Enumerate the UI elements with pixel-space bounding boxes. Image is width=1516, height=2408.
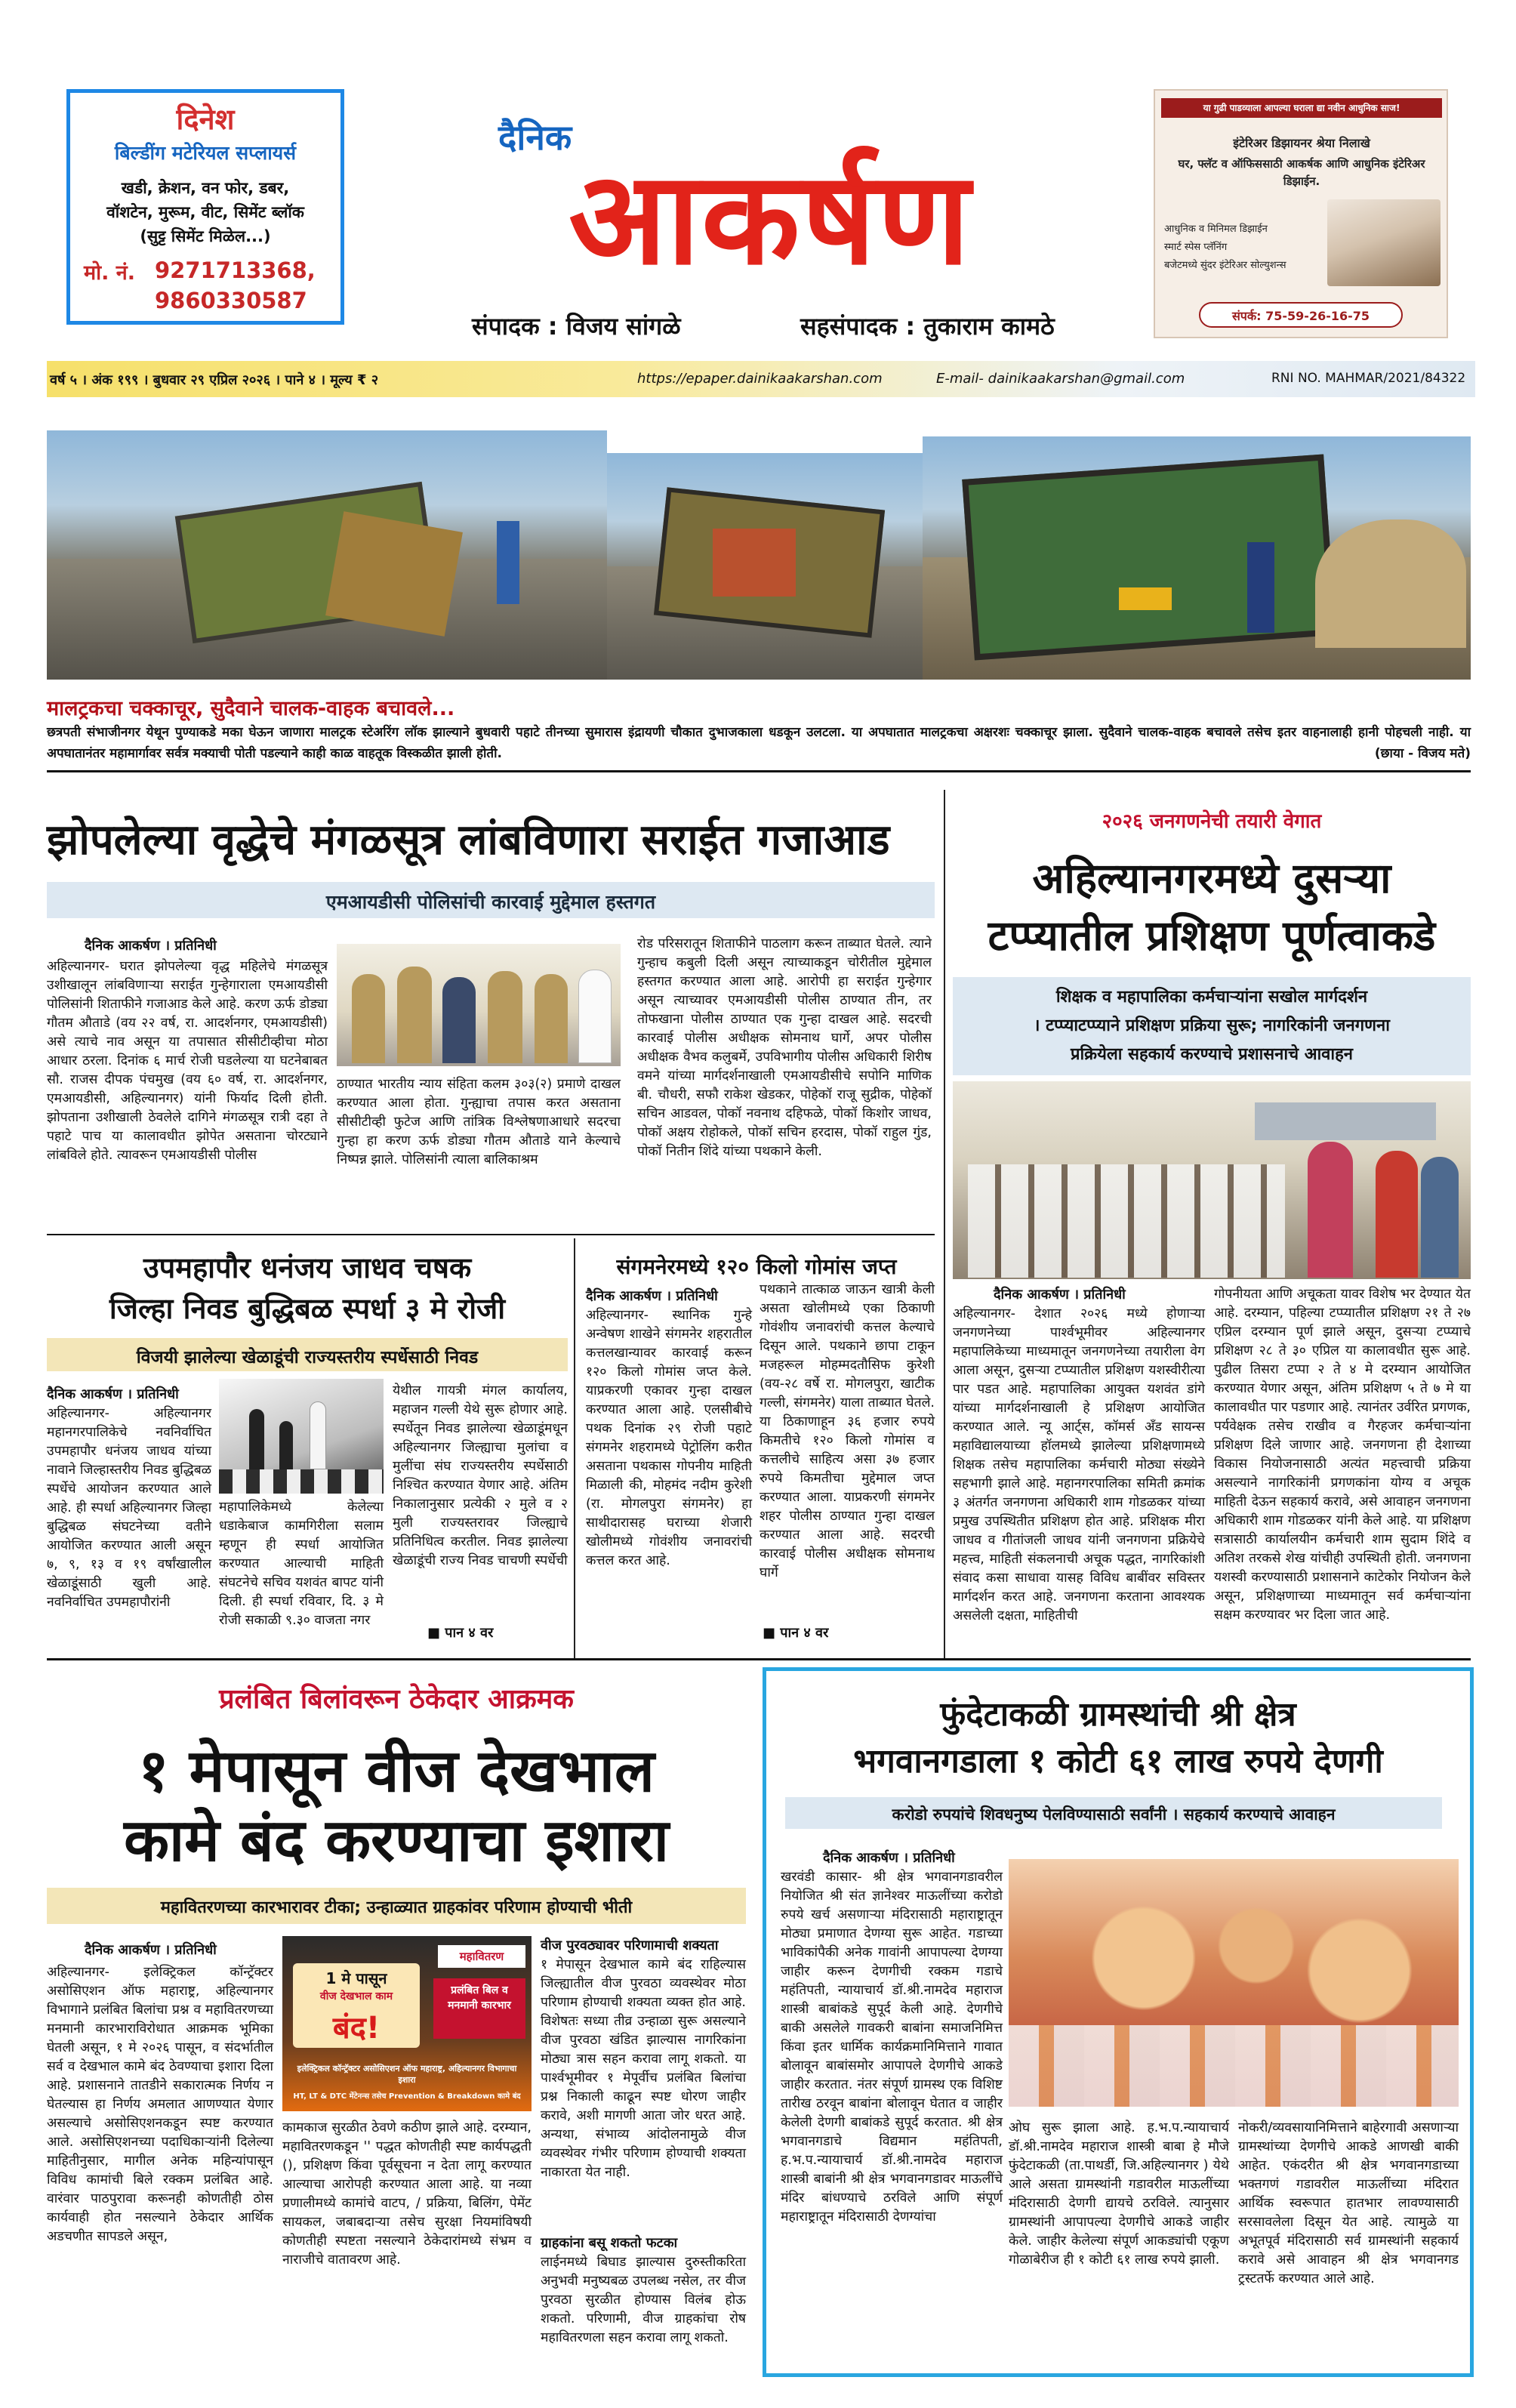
s6-byline: दैनिक आकर्षण । प्रतिनिधी	[823, 1850, 955, 1866]
s3-sub-bar	[47, 1338, 568, 1371]
s3-byline: दैनिक आकर्षण । प्रतिनिधी	[47, 1386, 179, 1402]
divider	[47, 1658, 1471, 1660]
poster-line3: बंद!	[332, 2011, 381, 2046]
poster-foot1: इलेक्ट्रिकल कॉन्ट्रॅक्टर असोसिएशन ऑफ महाराष्ट्र, अहिल्यानगर विभागाचा इशारा	[297, 2064, 517, 2085]
s5-col3b: लाईनमध्ये बिघाड झाल्यास दुरुस्तीकरिता अनुभवी मनुष्यबळ उपलब्ध नसेल, तर वीज पुरवठा सुरळीत होण्यास विलंब होऊ शकतो. परिणामी, वीज ग्राहकांचा रोष महावितरणला सहन करावा लागू शकतो.	[541, 2255, 746, 2345]
ad-right-box	[1154, 89, 1448, 338]
s2-kicker: २०२६ जनगणनेची तयारी वेगात	[1102, 810, 1322, 833]
s3-chess-photo	[219, 1379, 384, 1494]
s2-col2: गोपनीयता आणि अचूकता यावर विशेष भर देण्यात येत आहे. दरम्यान, पहिल्या टप्प्यातील प्रशिक्षण २१ ते २७ एप्रिल दरम्यान पूर्ण झाले असून, दुसऱ्या टप्प्याचे प्रशिक्षण २८ ते ३० एप्रिल या कालावधीत सुरू आहे. पुढील तिसरा टप्पा २ ते ४ मे दरम्यान आयोजित करण्यात येणार असून, अंतिम प्रशिक्षण ५ ते ७ मे या कालावधीत पार पडणार आहे. त्यानंतर उर्वरित प्रगणक, पर्यवेक्षक तसेच राखीव व गैरहजर कर्मचाऱ्यांना प्रशिक्षण दिले जाणार आहे. जनगणना ही देशाच्या विकास नियोजनासाठी अत्यंत महत्त्वाची प्रक्रिया असल्याने नागरिकांनी प्रगणकांना योग्य व अचूक माहिती देऊन सहकार्य करावे, असे आवाहन जनगणना अधिकारी शाम गोडळकर यांनी केले आहे. या प्रशिक्षण सत्रासाठी कार्यालयीन कर्मचारी शाम सुदाम शिंदे व अतिश तरकसे शेख यांचीही उपस्थिती होती. जनगणना यशस्वी करण्यासाठी प्रशासनाने काटेकोर नियोजन केले असून, प्रशिक्षणाच्या माध्यमातून सर्व कर्मचाऱ्यांना सक्षम करण्यावर भर दिला जात आहे.	[1214, 1287, 1471, 1623]
ad-left-line1: खडी, क्रेशन, वन फोर, डबर,	[121, 179, 290, 197]
poster-line1: 1 मे पासून	[325, 1969, 387, 1987]
ad-left-box	[66, 89, 344, 325]
s6-crowd-photo	[1009, 1859, 1459, 2107]
ad-right-desc: घर, फ्लॅट व ऑफिससाठी आकर्षक आणि आधुनिक इंटेरिअर डिझाईन.	[1178, 157, 1425, 188]
s5-sub-bar	[47, 1888, 746, 1924]
info-email[interactable]: E-mail- dainikaakarshan@gmail.com	[936, 371, 1185, 387]
s3-cont: ■ पान ४ वर	[427, 1625, 494, 1641]
s5-poster	[282, 1936, 532, 2111]
s4-byline: दैनिक आकर्षण । प्रतिनिधी	[586, 1288, 718, 1304]
divider	[47, 770, 1471, 772]
s4-headline: संगमनेरमध्ये १२० किलो गोमांस जप्त	[616, 1254, 897, 1279]
s5-col2: कामकाज सुरळीत ठेवणे कठीण झाले आहे. दरम्यान, महावितरणकडून '' पद्धत कोणतीही स्पष्ट कार्यपद्धती (), प्रशिक्षण किंवा पूर्वसूचना न देता लागू करण्यात आल्याचा आरोपही करण्यात आला आहे. या नव्या प्रणालीमध्ये कामांचे वाटप, / प्रक्रिया, बिलिंग, पेमेंट सायकल, जबाबदाऱ्या तसेच सुरक्षा नियमांविषयी कोणतीही स्पष्टता नसल्याने ठेकेदारांमध्ये संभ्रम व नाराजीचे वातावरण आहे.	[282, 2120, 532, 2268]
s4-col1: अहिल्यानगर- स्थानिक गुन्हे अन्वेषण शाखेने संगमनेर शहरातील कत्तलखान्यावर कारवाई करून १२० किलो गोमांस जप्त केले. याप्रकरणी एकावर गुन्हा दाखल करण्यात आला आहे. एलसीबीचे पथक दिनांक २९ रोजी पहाटे संगमनेर शहरामध्ये पेट्रोलिंग करीत असताना पथकास गोपनीय माहिती मिळाली की, मोहमंद नदीम कुरेशी (रा. मोगलपुरा संगमनेर) हा साथीदारासह घराच्या शेजारी खोलीमध्ये गोवंशीय जनावरांची कत्तल करत आहे.	[586, 1308, 752, 1568]
s6-sub: करोडो रुपयांचे शिवधनुष्य पेलविण्यासाठी सर्वांनी । सहकार्य करण्याचे आवाहन	[892, 1805, 1336, 1824]
ad-left-title: दिनेश	[176, 103, 235, 136]
info-url[interactable]: https://epaper.dainikaakarshan.com	[637, 371, 883, 387]
s2-byline: दैनिक आकर्षण । प्रतिनिधी	[994, 1287, 1126, 1303]
s2-sub1: शिक्षक व महापालिका कर्मचाऱ्यांना सखोल मार्गदर्शन	[1055, 988, 1368, 1007]
info-issue: वर्ष ५ । अंक १९९ । बुधवार २९ एप्रिल २०२६ । पाने ४ । मूल्य ₹ २	[50, 372, 379, 388]
s5-col3-h2: ग्राहकांना बसू शकतो फटका	[541, 2235, 678, 2251]
masthead-editor: संपादक : विजय सांगळे	[472, 312, 681, 341]
ad-right-bullet: बजेटमध्ये सुंदर इंटेरिअर सोल्युशन्स	[1164, 260, 1286, 271]
ad-right-bullet: स्मार्ट स्पेस प्लॅनिंग	[1164, 242, 1228, 253]
ad-left-subtitle: बिल्डींग मटेरियल सप्लायर्स	[114, 142, 297, 164]
s5-col1: अहिल्यानगर- इलेक्ट्रिकल कॉन्ट्रॅक्टर असोसिएशन ऑफ महाराष्ट्र, अहिल्यानगर विभागाने प्रलंबित बिलांचा प्रश्न व महावितरणच्या मनमानी कारभाराविरोधात आक्रमक भूमिका घेतली असून, १ मे २०२६ पासून, व संदर्भातील सर्व व देखभाल कामे बंद ठेवण्याचा इशारा दिला आहे. प्रशासनाने तातडीने सकारात्मक निर्णय न घेतल्यास हा निर्णय अमलात आणण्यात येणार असल्याचे असोसिएशनकडून स्पष्ट करण्यात आले. असोसिएशनच्या पदाधिकाऱ्यांनी दिलेल्या माहितीनुसार, मागील अनेक महिन्यांपासून विविध कामांची बिले रक्कम प्रलंबित आहे. वारंवार पाठपुरावा करूनही कोणतीही ठोस कार्यवाही होत नसल्याने ठेकेदार आर्थिक अडचणीत सापडले असून,	[47, 1965, 273, 2244]
s1-col3: रोड परिसरातून शिताफीने पाठलाग करून ताब्यात घेतले. त्याने गुन्हाच कबुली दिली असून त्याच्याकडून चोरीतील मुद्देमाल हस्तगत करण्यात आला आहे. आरोपी हा सराईत गुन्हेगार असून त्याच्यावर एमआयडीसी पोलीस ठाण्यात तीन, तर तोफखाना पोलीस ठाण्यात एक गुन्हा दाखल आहे. सदरची कारवाई पोलीस अधीक्षक सोमनाथ घार्गे, अपर पोलीस अधीक्षक वैभव कलुबर्मे, उपविभागीय पोलीस अधिकारी शिरीष वमने यांच्या मार्गदर्शनाखाली एमआयडीसीचे सपोनि माणिक बी. चौधरी, सफौ राकेश खेडकर, पोहेकॉ राजू सुद्रीक, पोहेकॉ सचिन आडवल, पोकॉ नवनाथ दहिफळे, पोकॉ किशोर जाधव, पोकॉ अक्षय रोहोकले, पोकॉ सचिन हरदास, पोकॉ राहुल गुंड, पोकॉ नितीन शिंदे यांच्या पथकाने केली.	[637, 936, 932, 1159]
vertical-rule	[574, 1238, 575, 1658]
masthead-small: दैनिक	[498, 117, 572, 158]
lead-caption-credit: (छाया - विजय मते)	[1374, 746, 1471, 761]
s3-headline2: जिल्हा निवड बुद्धिबळ स्पर्धा ३ मे रोजी	[109, 1292, 506, 1325]
s2-sub2: । टप्प्याटप्प्याने प्रशिक्षण प्रक्रिया सुरू; नागरिकांनी जनगणना	[1034, 1016, 1390, 1035]
s3-headline1: उपमहापौर धनंजय जाधव चषक	[143, 1251, 472, 1284]
s5-kicker: प्रलंबित बिलांवरून ठेकेदार आक्रमक	[219, 1684, 574, 1715]
s1-sub-bar	[47, 882, 935, 918]
ad-right-banner: या गुढी पाडव्याला आपल्या घराला द्या नवीन आधुनिक साज!	[1161, 98, 1442, 118]
info-rni: RNI NO. MAHMAR/2021/84322	[1271, 371, 1466, 386]
s2-sub3: प्रक्रियेला सहकार्य करण्याचे प्रशासनाचे आवाहन	[1070, 1045, 1354, 1064]
s5-col3a: १ मेपासून देखभाल कामे बंद राहिल्यास जिल्ह्यातील वीज पुरवठा व्यवस्थेवर मोठा परिणाम होण्याची शक्यता व्यक्त होत आहे. विशेषतः सध्या तीव्र उन्हाळा सुरू असल्याने वीज पुरवठा खंडित झाल्यास नागरिकांना मोठ्या त्रास सहन करावा लागू शकतो. या पार्श्वभूमीवर १ मेपूर्वीच प्रलंबित बिलांचा प्रश्न निकाली काढून स्पष्ट धोरण जाहीर करावे, अशी मागणी आता जोर धरत आहे. अन्यथा, संभाव्य आंदोलनामुळे वीज व्यवस्थेवर गंभीर परिणाम होण्याची शक्यता नाकारता येत नाही.	[541, 1957, 746, 2180]
vertical-rule	[944, 790, 945, 1658]
ad-left-phone2: 9860330587	[155, 288, 307, 313]
s6-col3: नोकरी/व्यवसायानिमित्ताने बाहेरगावी असणाऱ्या ग्रामस्थांच्या देणगीचे आकडे आणखी बाकी आहेत. एकंदरीत श्री क्षेत्र भगवानगडाच्या भक्तगणं गडावरील माऊलींच्या मंदिरात आर्थिक स्वरूपात हातभार लावण्यासाठी सरसावलेला दिसून येत आहे. त्यामुळे या अभूतपूर्व मंदिरासाठी सर्व ग्रामस्थांनी सहकार्य करावे असे आवाहन श्री क्षेत्र भगवानगड ट्रस्टतर्फे करण्यात आले आहे.	[1238, 2120, 1459, 2286]
s4-col2: पथकाने तात्काळ जाऊन खात्री केली असता खोलीमध्ये एका ठिकाणी गोवंशीय जनावरांची कत्तल केल्याचे दिसून आले. पथकाने छापा टाकून मजहरूल मोहम्मदतौसिफ कुरेशी (वय-२८ वर्षे रा. मोगलपुरा, खाटीक गल्ली, संगमनेर) याला ताब्यात घेतले. या ठिकाणाहून ३६ हजार रुपये किमतीचे १२० किलो गोमांस व कत्तलीचे साहित्य असा ३७ हजार रुपये किमतीचा मुद्देमाल जप्त करण्यात आला. याप्रकरणी संगमनेर शहर पोलीस ठाण्यात गुन्हा दाखल करण्यात आला आहे. सदरची कारवाई पोलीस अधीक्षक सोमनाथ घार्गे	[760, 1282, 935, 1580]
poster-side: प्रलंबित बिल व मनमानी कारभार	[433, 1978, 525, 2039]
s4-cont: ■ पान ४ वर	[763, 1625, 829, 1641]
masthead-name: आकर्षण	[568, 144, 972, 294]
s3-col1: अहिल्यानगर- अहिल्यानगर महानगरपालिकेचे नवनिर्वाचित उपमहापौर धनंजय जाधव यांच्या नावाने जिल्हास्तरीय निवड बुद्धिबळ स्पर्धेचे आयोजन करण्यात आले आहे. ही स्पर्धा अहिल्यानगर जिल्हा बुद्धिबळ संघटनेच्या वतीने आयोजित करण्यात आली असून ७, ९, १३ व १९ वर्षांखालील खेळाडूंसाठी खुली आहे. नवनिर्वाचित उपमहापौरांनी	[47, 1406, 211, 1610]
ad-right-contact: संपर्क: 75-59-26-16-75	[1199, 302, 1403, 328]
masthead-coeditor: सहसंपादक : तुकाराम कामठे	[800, 312, 1055, 341]
poster-line2: वीज देखभाल काम	[319, 1990, 393, 2003]
s2-col1: अहिल्यानगर- देशात २०२६ मध्ये होणाऱ्या जनगणनेच्या पार्श्वभूमीवर अहिल्यानगर महापालिकेच्या माध्यमातून जनगणनेच्या तयारीला वेग आला असून, दुसऱ्या टप्प्यातील प्रशिक्षण यशस्वीरीत्या पार पडत आहे. महापालिका आयुक्त यशवंत डांगे यांच्या मार्गदर्शनाखाली हे प्रशिक्षण आयोजित करण्यात आले. न्यू आर्ट्स, कॉमर्स अँड सायन्स महाविद्यालयाच्या हॉलमध्ये झालेल्या प्रशिक्षणामध्ये शिक्षक तसेच महापालिका कर्मचारी मोठ्या संख्येने सहभागी झाले आहे. महानगरपालिका समिती क्रमांक ३ अंतर्गत जनगणना अधिकारी शाम गोडळकर यांच्या प्रमुख उपस्थितीत प्रशिक्षण होत आहे. प्रशिक्षक मीरा जाधव व गीतांजली जाधव यांनी जनगणना प्रक्रियेचे महत्त्व, माहिती संकलनाची अचूक पद्धत, नागरिकांशी संवाद कसा साधावा यासह विविध बाबींवर सविस्तर मार्गदर्शन करत आहे. जनगणना करताना आवश्यक असलेली दक्षता, माहितीची	[953, 1306, 1205, 1623]
s6-col1: खरवंडी कासार- श्री क्षेत्र भगवानगडावरील नियोजित श्री संत ज्ञानेश्वर माऊलींच्या करोडो रुपये खर्च असणाऱ्या मंदिरासाठी महाराष्ट्रातून मोठ्या प्रमाणात देणग्या सुरू आहेत. गडाच्या भाविकांपैकी अनेक गावांनी आपापल्या देणग्या जाहीर करून देणगीची रक्कम गडाचे महंतिपती, न्यायाचार्य डॉ.श्री.नामदेव महाराज शास्त्री बाबांकडे सुपूर्द केली आहे. देणगीचे बाकी असलेले गावकरी बाबांना समाजनिमित्त किंवा इतर धार्मिक कार्यक्रमानिमित्ताने गावात बोलावून बाबांसमोर आपापले देणगीचे आकडे जाहीर करतात. नंतर संपूर्ण ग्रामस्थ एक विशिष्ट तारीख ठरवून बाबांना बोलावून घेतात व जाहीर केलेली देणगी बाबांकडे सुपूर्द करतात. श्री क्षेत्र भगवानगडाचे विद्यमान महंतिपती, ह.भ.प.न्यायाचार्य डॉ.श्री.नामदेव महाराज शास्त्री बाबांनी श्री क्षेत्र भगवानगडावर माऊलींचे मंदिर बांधण्याचे ठरविले आणि संपूर्ण महाराष्ट्रातून मंदिरासाठी देणग्यांचा	[781, 1870, 1003, 2225]
lead-photo-2	[607, 453, 923, 680]
s5-headline1: १ मेपासून वीज देखभाल	[138, 1737, 655, 1805]
info-bar	[47, 361, 1475, 397]
s6-sub-bar	[785, 1797, 1442, 1829]
lead-caption-body: छत्रपती संभाजीनगर येथून पुण्याकडे मका घेऊन जाणारा मालट्रक स्टेअरिंग लॉक झाल्याने बुधवारी पहाटे तीनच्या सुमारास इंद्रायणी चौकात दुभाजकाला धडकून उलटला. या अपघातात मालट्रकचा अक्षरशः चक्काचूर झाला. सुदैवाने चालक-वाहक बचावले तसेच इतर वाहनालाही हानी पोहचली नाही. या अपघातानंतर महामार्गावर सर्वत्र मक्याची पोती पडल्याने काही काळ वाहतूक विस्कळीत झाली होती.	[47, 725, 1471, 761]
lead-photo-3	[923, 436, 1471, 680]
s1-col2: ठाण्यात भारतीय न्याय संहिता कलम ३०३(२) प्रमाणे दाखल करण्यात आला होता. गुन्ह्याचा तपास करत असताना सीसीटीव्ही फुटेज आणि तांत्रिक विश्लेषणाआधारे सदरचा गुन्हा हा करण ऊर्फ डोड्या गौतम औताडे याने केल्याचे निष्पन्न झाले. पोलिसांनी त्याला बालिकाश्रम	[337, 1077, 621, 1167]
s5-sub: महावितरणच्या कारभारावर टीका; उन्हाळ्यात ग्राहकांवर परिणाम होण्याची भीती	[160, 1898, 633, 1917]
ad-left-phone-label: मो. नं.	[84, 261, 136, 285]
divider	[47, 1234, 935, 1235]
s1-police-photo	[337, 944, 621, 1066]
s2-headline1: अहिल्यानगरमध्ये दुसऱ्या	[1032, 854, 1391, 902]
s1-col1: अहिल्यानगर- घरात झोपलेल्या वृद्ध महिलेचे मंगळसूत्र उशीखालून लांबविणाऱ्या सराईत गुन्हेगाराला एमआयडीसी पोलिसांनी शिताफीने गजाआड केले आहे. करण ऊर्फ डोड्या गौतम औताडे (वय २२ वर्ष, रा. आदर्शनगर, एमआयडीसी) असे त्याचे नाव असून या तपासात सीसीटीव्हीचा मोठा आधार ठरला. दिनांक ६ मार्च रोजी घडलेल्या या घटनेबाबत सौ. राजस दीपक पंचमुख (वय ६० वर्ष, रा. आदर्शनगर, एमआयडीसी, अहिल्यानगर) यांनी फिर्याद दिली होती. झोपताना उशीखाली ठेवलेले दागिने मंगळसूत्र रात्री दहा ते पहाटे पाच या कालावधीत झोपेत असताना चोरट्याने लांबविले होते. त्यावरून एमआयडीसी पोलीस	[47, 959, 328, 1163]
lead-caption-text	[47, 722, 1471, 764]
lead-caption-title: मालट्रकचा चक्काचूर, सुदैवाने चालक-वाहक बचावले...	[47, 697, 455, 720]
s2-training-photo	[953, 1081, 1471, 1279]
ad-left-phone1: 9271713368,	[155, 257, 316, 283]
s1-headline: झोपलेल्या वृद्धेचे मंगळसूत्र लांबविणारा सराईत गजाआड	[47, 816, 890, 865]
s2-sub-box	[953, 977, 1471, 1075]
ad-right-bullet: आधुनिक व मिनिमल डिझाईन	[1164, 224, 1268, 235]
s6-headline2: भगवानगडाला १ कोटी ६१ लाख रुपये देणगी	[853, 1742, 1383, 1781]
s5-headline2: कामे बंद करण्याचा इशारा	[124, 1807, 669, 1875]
s5-byline: दैनिक आकर्षण । प्रतिनिधी	[85, 1942, 217, 1958]
s6-col2: ओघ सुरू झाला आहे. ह.भ.प.न्यायाचार्य डॉ.श्री.नामदेव महाराज शास्त्री बाबा हे मौजे फुंदेटाकळी (ता.पाथर्डी, जि.अहिल्यानगर ) येथे आले असता ग्रामस्थांनी गडावरील माऊलींच्या मंदिरासाठी देणगी द्यायचे ठरविले. त्यानुसार ग्रामस्थांनी आपापल्या देणगीचे आकडे जाहीर केले. जाहीर केलेल्या संपूर्ण आकड्यांची एकूण गोळाबेरीज ही १ कोटी ६१ लाख रुपये झाली.	[1009, 2120, 1229, 2268]
s1-byline: दैनिक आकर्षण । प्रतिनिधी	[85, 938, 217, 954]
poster-brand: महावितरण	[438, 1945, 525, 1968]
s6-headline1: फुंदेटाकळी ग्रामस्थांची श्री क्षेत्र	[940, 1695, 1296, 1734]
ad-right-room-image	[1327, 199, 1441, 286]
ad-right-title: इंटेरिअर डिझायनर श्रेया निलाखे	[1233, 136, 1370, 150]
s5-col3-h1: वीज पुरवठ्यावर परिणामाची शक्यता	[541, 1938, 719, 1953]
s3-col2: महापालिकेमध्ये केलेल्या धडाकेबाज कामगिरीला सलाम म्हणून ही स्पर्धा आयोजित करण्यात आल्याची माहिती संघटनेचे सचिव यशवंत बापट यांनी दिली. ही स्पर्धा रविवार, दि. ३ मे रोजी सकाळी ९.३० वाजता नगर	[219, 1500, 384, 1628]
ad-left-line3: (सुट्ट सिमेंट मिळेल...)	[140, 227, 271, 245]
ad-left-line2: वॉशटेन, मुरूम, वीट, सिमेंट ब्लॉक	[106, 203, 304, 221]
s1-sub: एमआयडीसी पोलिसांची कारवाई मुद्देमाल हस्तगत	[325, 891, 656, 913]
s3-sub: विजयी झालेल्या खेळाडूंची राज्यस्तरीय स्पर्धेसाठी निवड	[136, 1348, 479, 1367]
ad-right-bullets	[1164, 220, 1323, 275]
lead-photo-1	[47, 430, 607, 680]
s3-col3: येथील गायत्री मंगल कार्यालय, महाजन गल्ली येथे सुरू होणार आहे. स्पर्धेतून निवड झालेल्या खेळाडूंमधून अहिल्यानगर जिल्ह्याचा मुलांचा व मुलींचा संघ राज्यस्तरीय स्पर्धेसाठी निश्चित करण्यात येणार आहे. अंतिम निकालानुसार प्रत्येकी २ मुले व २ मुली राज्यस्तरावर जिल्ह्याचे प्रतिनिधित्व करतील. निवड झालेल्या खेळाडूंची राज्य निवड चाचणी स्पर्धेची	[393, 1383, 568, 1568]
s2-headline2: टप्प्यातील प्रशिक्षण पूर्णत्वाकडे	[988, 911, 1436, 960]
poster-foot2: HT, LT & DTC मेंटेनन्स तसेच Prevention & Breakdown कामे बंद	[293, 2092, 521, 2101]
